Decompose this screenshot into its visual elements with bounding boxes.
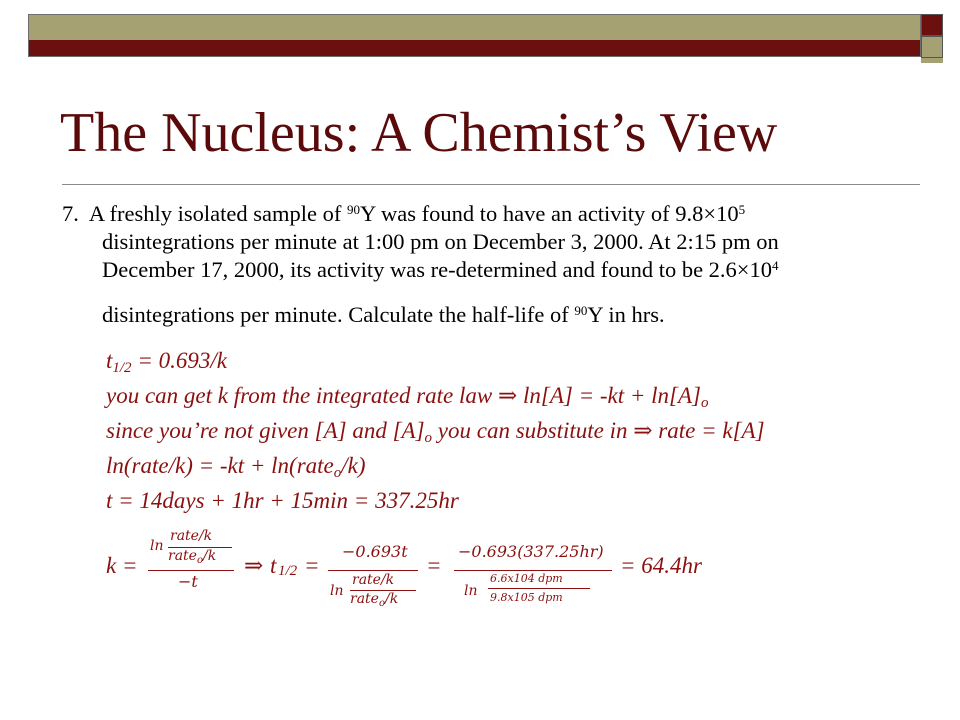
rate0-over-k [168, 548, 216, 564]
text-segment: ln(rate/k) = -kt + ln(rate [106, 453, 334, 478]
solution-line-3 [106, 415, 765, 450]
text-segment: Y was found to have an activity of 9.8×10 [359, 201, 739, 226]
half-life-equation [106, 528, 806, 608]
text-segment: rate = k[A] [652, 418, 765, 443]
rate-over-k: rate/k [352, 572, 395, 588]
problem-text [62, 200, 922, 329]
dpm-denominator: 9.8x105 dpm [490, 591, 563, 604]
slide-title: The Nucleus: A Chemist’s View [60, 102, 778, 164]
superscript: 90 [574, 303, 588, 318]
neg-t: −t [178, 572, 198, 591]
corner-square-maroon [921, 14, 943, 36]
ln-label: ln [464, 583, 478, 599]
subscript: o [333, 465, 342, 481]
subscript: o [701, 395, 709, 411]
solution-line-1 [106, 345, 765, 380]
problem-line-2: disintegrations per minute at 1:00 pm on December 3, 2000. At 2:15 pm on [102, 229, 779, 254]
equals-sign: = [304, 553, 320, 578]
solution-line-4 [106, 450, 765, 485]
text-segment: t [106, 348, 113, 373]
text-segment: A freshly isolated sample of [88, 201, 347, 226]
text-segment: ln[A] = -kt + ln[A] [517, 383, 702, 408]
text-segment: you can get k from the integrated rate law [106, 383, 498, 408]
text-segment: /k [384, 591, 399, 607]
text-segment: December 17, 2000, its activity was re-determined and found to be 2.6×10 [102, 257, 773, 282]
subscript: 1/2 [112, 360, 132, 376]
subscript: o [196, 555, 203, 566]
fraction-bar [454, 570, 612, 571]
fraction-bar [328, 570, 418, 571]
text-segment: /k) [341, 453, 366, 478]
subscript: o [378, 598, 385, 609]
problem-line-4 [62, 301, 922, 329]
superscript: 5 [738, 202, 746, 217]
subscript: o [424, 430, 433, 446]
half-subscript: 1/2 [278, 563, 298, 579]
solution-line-2 [106, 380, 765, 415]
rate-over-k: rate/k [170, 528, 213, 544]
text-segment: /k [202, 548, 217, 564]
numerator-2: −0.693(337.25hr) [458, 542, 604, 561]
t-symbol: t [270, 553, 277, 578]
problem-number: 7. [62, 201, 79, 226]
implies-arrow-icon: ⇒ [633, 418, 653, 443]
header-band-olive [29, 15, 920, 40]
rate0-over-k [350, 591, 398, 607]
result-value: = 64.4hr [620, 553, 702, 578]
superscript: 90 [346, 202, 360, 217]
text-segment: rate [168, 548, 197, 564]
problem-line-3 [62, 256, 922, 284]
problem-line-1 [62, 200, 922, 228]
ln-label: ln [150, 538, 164, 554]
implies-arrow-icon: ⇒ [244, 553, 264, 578]
k-equals: k = [106, 553, 138, 578]
header-band-maroon [29, 40, 920, 56]
numerator-1: −0.693t [342, 542, 408, 561]
dpm-numerator: 6.6x104 dpm [490, 572, 563, 585]
solution-line-5: t = 14days + 1hr + 15min = 337.25hr [106, 488, 459, 513]
title-divider [62, 184, 920, 185]
superscript: 4 [772, 258, 779, 273]
text-segment: disintegrations per minute. Calculate the half-life of [102, 302, 575, 327]
ln-label: ln [330, 583, 344, 599]
header-bar [28, 14, 921, 57]
text-segment: Y in hrs. [587, 302, 665, 327]
equals-sign: = [426, 553, 442, 578]
text-segment: rate [350, 591, 379, 607]
corner-square-olive [921, 36, 943, 58]
text-segment: you can substitute in [432, 418, 634, 443]
corner-square-olive-tail [921, 58, 943, 63]
implies-arrow-icon: ⇒ [498, 383, 518, 408]
text-segment: = 0.693/k [131, 348, 227, 373]
fraction-bar [148, 570, 234, 571]
fraction-bar [488, 588, 590, 589]
text-segment: since you’re not given [A] and [A] [106, 418, 425, 443]
solution-steps [106, 345, 765, 516]
